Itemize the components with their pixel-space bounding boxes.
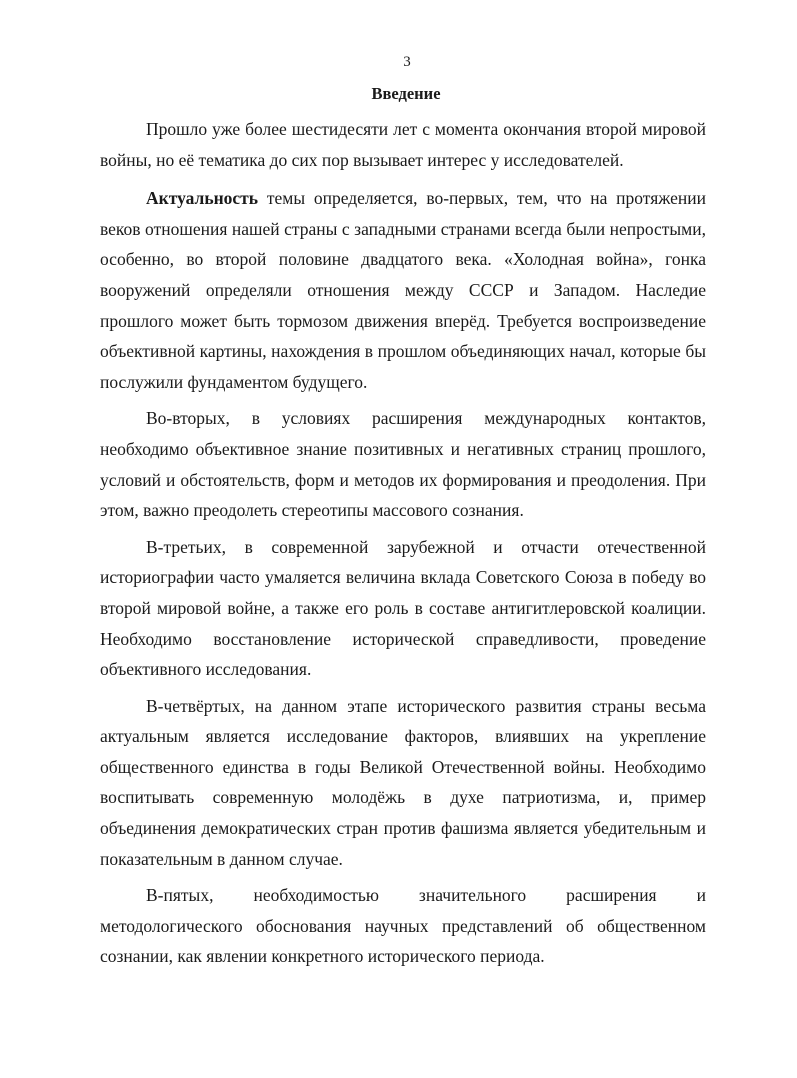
section-heading: Введение (371, 84, 441, 103)
paragraph-fifth (100, 880, 706, 972)
paragraph-relevance-text: темы определяется, во-первых, тем, что на протяжении веков отношения нашей страны с западными странами всегда были непростыми, особенно, во второй половине двадцатого века. «Холодная война», гонка вооружений определяли отношения между СССР и Западом. Наследие прошлого может быть тормозом движения вперёд. Требуется воспроизведение объективной картины, нахождения в прошлом объединяющих начал, которые бы послужили фундаментом будущего. (100, 188, 706, 392)
document-page (100, 52, 706, 978)
page-number: 3 (403, 54, 411, 70)
paragraph-second (100, 403, 706, 525)
paragraph-intro (100, 114, 706, 175)
paragraph-fourth-text: В-четвёртых, на данном этапе исторического развития страны весьма актуальным является исследование факторов, влиявших на укрепление общественного единства в годы Великой Отечественной войны. Необходимо воспитывать современную молодёжь в духе патриотизма, и, пример объединения демократических стран против фашизма является убедительным и показательным в данном случае. (100, 695, 706, 869)
paragraph-relevance (100, 183, 706, 397)
paragraph-fourth (100, 691, 706, 875)
paragraph-intro-text: Прошло уже более шестидесяти лет с момента окончания второй мировой войны, но её тематика до сих пор вызывает интерес у исследователей. (100, 119, 706, 170)
paragraph-fifth-text: В-пятых, необходимостью значительного расширения и методологического обоснования научных представлений об общественном сознании, как явлении конкретного исторического периода. (100, 885, 706, 967)
paragraph-second-text: Во-вторых, в условиях расширения международных контактов, необходимо объективное знание позитивных и негативных страниц прошлого, условий и обстоятельств, форм и методов их формирования и преодоления. При этом, важно преодолеть стереотипы массового сознания. (100, 408, 706, 521)
paragraph-third (100, 532, 706, 685)
paragraph-third-text: В-третьих, в современной зарубежной и отчасти отечественной историографии часто умаляется величина вклада Советского Союза в победу во второй мировой войне, а также его роль в составе антигитлеровской коалиции. Необходимо восстановление исторической справедливости, проведение объективного исследования. (100, 536, 706, 680)
relevance-term: Актуальность (146, 188, 259, 209)
